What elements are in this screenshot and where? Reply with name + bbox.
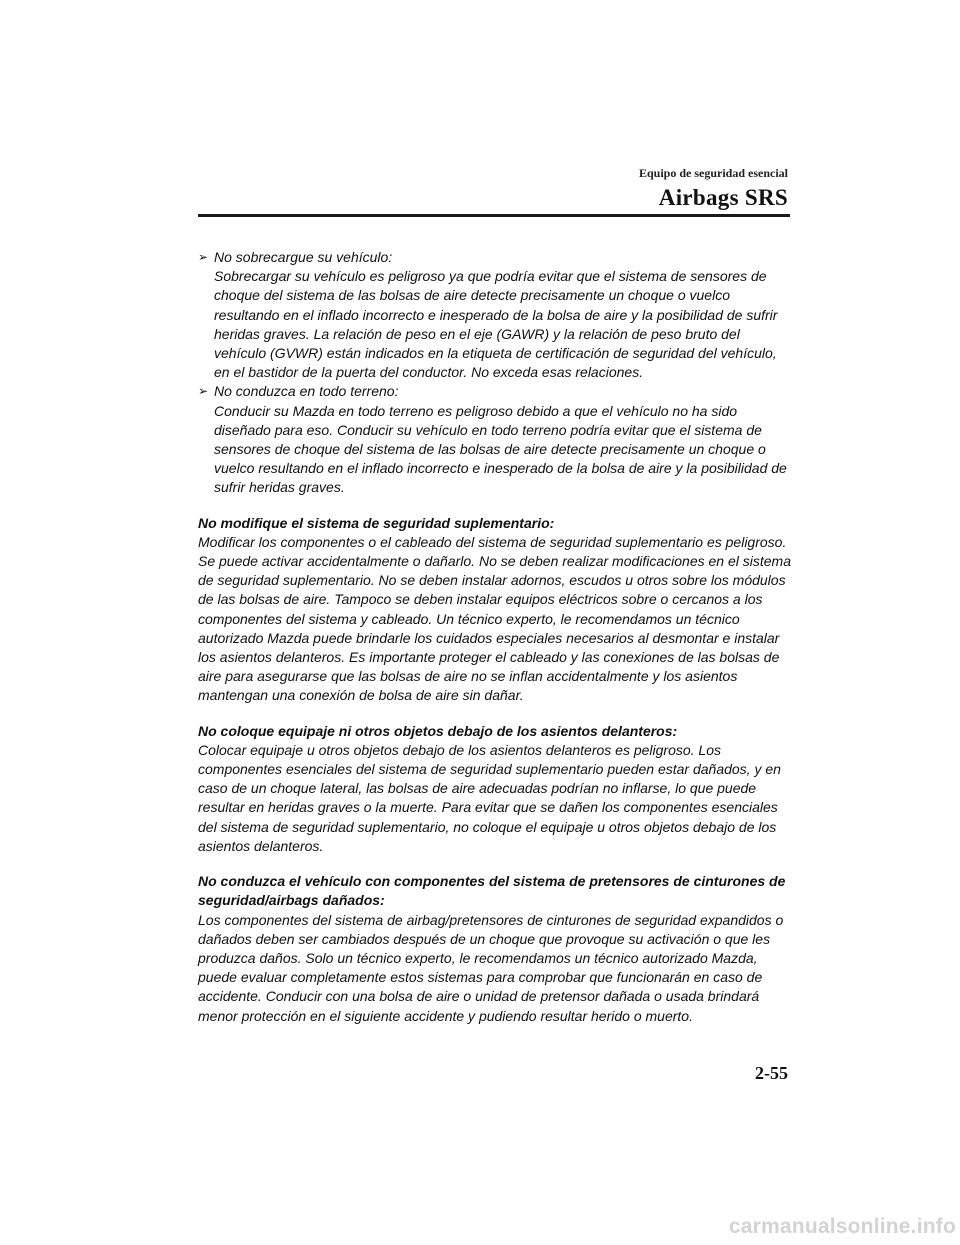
section-label: Equipo de seguridad esencial <box>638 166 788 180</box>
warning-block-modify <box>198 514 794 706</box>
bullet-text: Sobrecargar su vehículo es peligroso ya que podría evitar que el sistema de sensores de choque del sistema de las bolsas de aire detecte precisamente un choque o vuelco resultando en el inflado incorrecto e inesperado de la bolsa de aire y la posibilidad de sufrir heridas graves. La relación de peso en el eje (GAWR) y la relación de peso bruto del vehículo (GVWR) están indicados en la etiqueta de certificación de seguridad del vehículo, en el bastidor de la puerta del conductor. No exceda esas relaciones. <box>214 268 778 381</box>
block-text: Colocar equipaje u otros objetos debajo de los asientos delanteros es peligroso. Los componentes esenciales del sistema de seguridad suplementario pueden estar dañados, y en caso de un choque lateral, las bolsas de aire adecuadas podrían no inflarse, lo que puede resultar en heridas graves o la muerte. Para evitar que se dañen los componentes esenciales del sistema de seguridad suplementario, no coloque el equipaje u otros objetos debajo de los asientos delanteros. <box>198 741 781 854</box>
block-title: No coloque equipaje ni otros objetos debajo de los asientos delanteros: <box>198 722 678 739</box>
page-number: 2-55 <box>755 1063 788 1083</box>
arrow-bullet-icon: ➢ <box>198 384 209 399</box>
block-text: Los componentes del sistema de airbag/pretensores de cinturones de seguridad expandidos o dañados deben ser cambiados después de un choque que provoque su activación o que les produzca daños. Solo un técnico experto, le recomendamos un técnico autorizado Mazda, puede evaluar completamente estos sistemas para comprobar que funcionarán en caso de accidente. Conducir con una bolsa de aire o unidad de pretensor dañada o usada brindará menor protección en el siguiente accidente y pudiendo resultar herido o muerto. <box>198 911 784 1024</box>
arrow-bullet-icon: ➢ <box>198 250 209 264</box>
bullet-title: No conduzca en todo terreno: <box>214 383 399 400</box>
block-title: No modifique el sistema de seguridad suplementario: <box>198 514 555 531</box>
bullet-body <box>213 382 794 497</box>
bullet-title: No sobrecargue su vehículo: <box>214 249 393 265</box>
bullet-body <box>213 248 794 382</box>
warning-block-damaged <box>198 872 794 1026</box>
block-text: Modificar los componentes o el cableado del sistema de seguridad suplementario es peligroso. Se puede activar accidentalmente o dañarlo. No se deben realizar modificaciones en el sistema de seguridad suplementario. No se deben instalar adornos, escudos u otros sobre los módulos de las bolsas de aire. Tampoco se deben instalar equipos eléctricos sobre o cercanos a los componentes del sistema y cableado. Un técnico experto, le recomendamos un técnico autorizado Mazda puede brindarle los cuidados especiales necesarios al desmontar e instalar los asientos delanteros. Es importante proteger el cableado y las conexiones de las bolsas de aire para asegurarse que las bolsas de aire no se inflan accidentalmente y los asientos mantengan una conexión de bolsa de aire sin dañar. <box>198 533 792 704</box>
block-title: No conduzca el vehículo con componentes del sistema de pretensores de cinturones de seguridad/airbags dañados: <box>198 873 786 909</box>
warning-block-luggage <box>198 722 794 856</box>
bullet-item-overload <box>198 248 794 382</box>
watermark-text: carmanualsonline.info <box>728 1215 956 1238</box>
chapter-title: Airbags SRS <box>658 185 788 210</box>
header-divider <box>198 214 790 217</box>
bullet-item-offroad <box>198 382 794 497</box>
warning-content <box>198 248 794 1026</box>
bullet-text: Conducir su Mazda en todo terreno es peligroso debido a que el vehículo no ha sido diseñado para eso. Conducir su vehículo en todo terreno podría evitar que el sistema de sensores de choque del sistema de las bolsas de aire detecte precisamente un choque o vuelco resultando en el inflado incorrecto e inesperado de la bolsa de aire y la posibilidad de sufrir heridas graves. <box>214 402 787 496</box>
page-header <box>639 166 788 211</box>
